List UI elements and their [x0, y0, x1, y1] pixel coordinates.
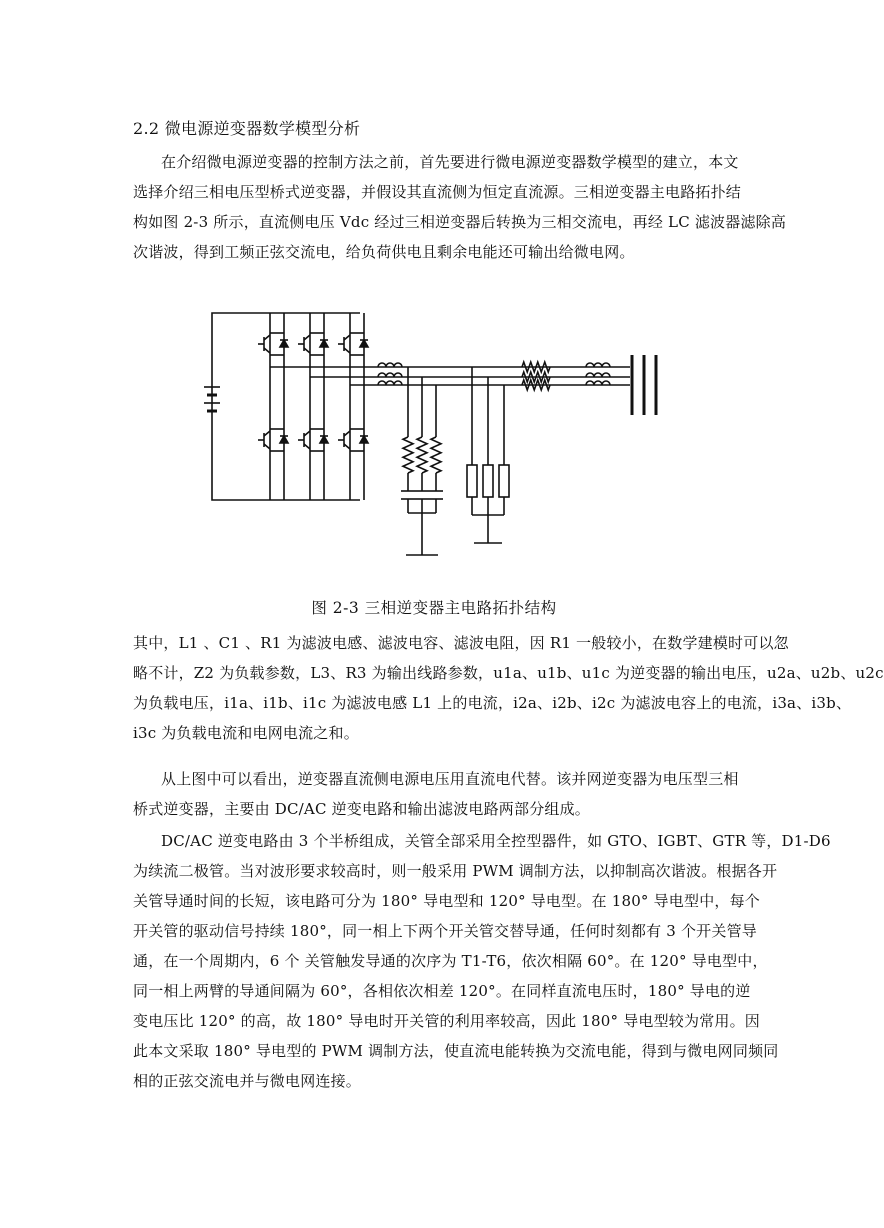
text-line: 略不计，Z2 为负载参数，L3、R3 为输出线路参数，u1a、u1b、u1c 为逆变器的输出电压，u2a、u2b、u2c [133, 664, 884, 682]
half-bridge-leg [298, 313, 328, 500]
text-line: 开关管的驱动信号持续 180°，同一相上下两个开关管交替导通，任何时刻都有 3 个开关管导 [133, 922, 757, 940]
load-impedance-icon [499, 465, 509, 497]
circuit-figure [200, 305, 680, 575]
section-heading: 2.2 微电源逆变器数学模型分析 [133, 119, 361, 138]
lower-switch-icon [298, 425, 328, 455]
text-line: 构如图 2-3 所示，直流侧电压 Vdc 经过三相逆变器后转换为三相交流电，再经 LC 滤波器滤除高 [133, 213, 787, 231]
text-line: 变电压比 120° 的高，故 180° 导电时开关管的利用率较高，因此 180° 导电型较为常用。因 [133, 1012, 761, 1030]
dc-bus-wire [212, 313, 360, 500]
load-impedance-icon [483, 465, 493, 497]
text-line: 次谐波，得到工频正弦交流电，给负荷供电且剩余电能还可输出给微电网。 [133, 243, 635, 261]
resistor-icon [403, 437, 413, 473]
text-line: 此本文采取 180° 导电型的 PWM 调制方法，使直流电能转换为交流电能，得到与微电网同频同 [133, 1042, 779, 1060]
text-line: 为负载电压，i1a、i1b、i1c 为滤波电感 L1 上的电流，i2a、i2b、i2c 为滤波电容上的电流，i3a、i3b、 [133, 694, 852, 712]
load-branch [499, 385, 509, 515]
text-line: 桥式逆变器，主要由 DC/AC 逆变电路和输出滤波电路两部分组成。 [133, 800, 591, 818]
paragraph-symbols [133, 628, 884, 748]
paragraph-intro [133, 147, 787, 267]
text-line: 其中，L1 、C1 、R1 为滤波电感、滤波电容、滤波电阻，因 R1 一般较小，在数学建模时可以忽 [133, 634, 789, 652]
resistor-icon [522, 362, 550, 372]
filter-rc-branch [415, 377, 429, 513]
text-line: 通，在一个周期内，6 个 关管触发导通的次序为 T1-T6，依次相隔 60°。在 120° 导电型中， [133, 952, 768, 970]
ground-icon [406, 513, 438, 555]
filter-rc-branch [429, 385, 443, 513]
text-line: i3c 为负载电流和电网电流之和。 [133, 724, 359, 742]
resistor-icon [431, 437, 441, 473]
resistor-icon [522, 372, 550, 382]
text-line: 选择介绍三相电压型桥式逆变器，并假设其直流侧为恒定直流源。三相逆变器主电路拓扑结 [133, 183, 742, 201]
load-branch [467, 367, 477, 515]
text-line: DC/AC 逆变电路由 3 个半桥组成，关管全部采用全控型器件，如 GTO、IGBT、GTR 等，D1-D6 [161, 832, 831, 850]
text-line: 同一相上两臂的导通间隔为 60°，各相依次相差 120°。在同样直流电压时，180° 导电的逆 [133, 982, 751, 1000]
lower-switch-icon [258, 425, 288, 455]
upper-switch-icon [298, 329, 328, 359]
resistor-icon [417, 437, 427, 473]
paragraph-conduction [133, 826, 831, 1096]
grid-bus-icon [632, 355, 656, 415]
paragraph-structure [133, 764, 739, 824]
text-line: 相的正弦交流电并与微电网连接。 [133, 1072, 362, 1090]
half-bridge-leg [258, 313, 288, 500]
load-branch [483, 377, 493, 515]
half-bridge-leg [338, 313, 368, 500]
text-line: 为续流二极管。当对波形要求较高时，则一般采用 PWM 调制方法，以抑制高次谐波。根据各开 [133, 862, 778, 880]
filter-rc-branch [401, 367, 415, 513]
upper-switch-icon [258, 329, 288, 359]
ground-icon [472, 515, 504, 543]
resistor-icon [522, 380, 550, 390]
text-line: 关管导通时间的长短，该电路可分为 180° 导电型和 120° 导电型。在 180° 导电型中，每个 [133, 892, 761, 910]
lower-switch-icon [338, 425, 368, 455]
upper-switch-icon [338, 329, 368, 359]
text-line: 在介绍微电源逆变器的控制方法之前，首先要进行微电源逆变器数学模型的建立，本文 [161, 153, 739, 171]
text-line: 从上图中可以看出，逆变器直流侧电源电压用直流电代替。该并网逆变器为电压型三相 [161, 770, 739, 788]
inverter-circuit-diagram [200, 305, 680, 575]
load-impedance-icon [467, 465, 477, 497]
figure-caption: 图 2-3 三相逆变器主电路拓扑结构 [311, 599, 557, 617]
